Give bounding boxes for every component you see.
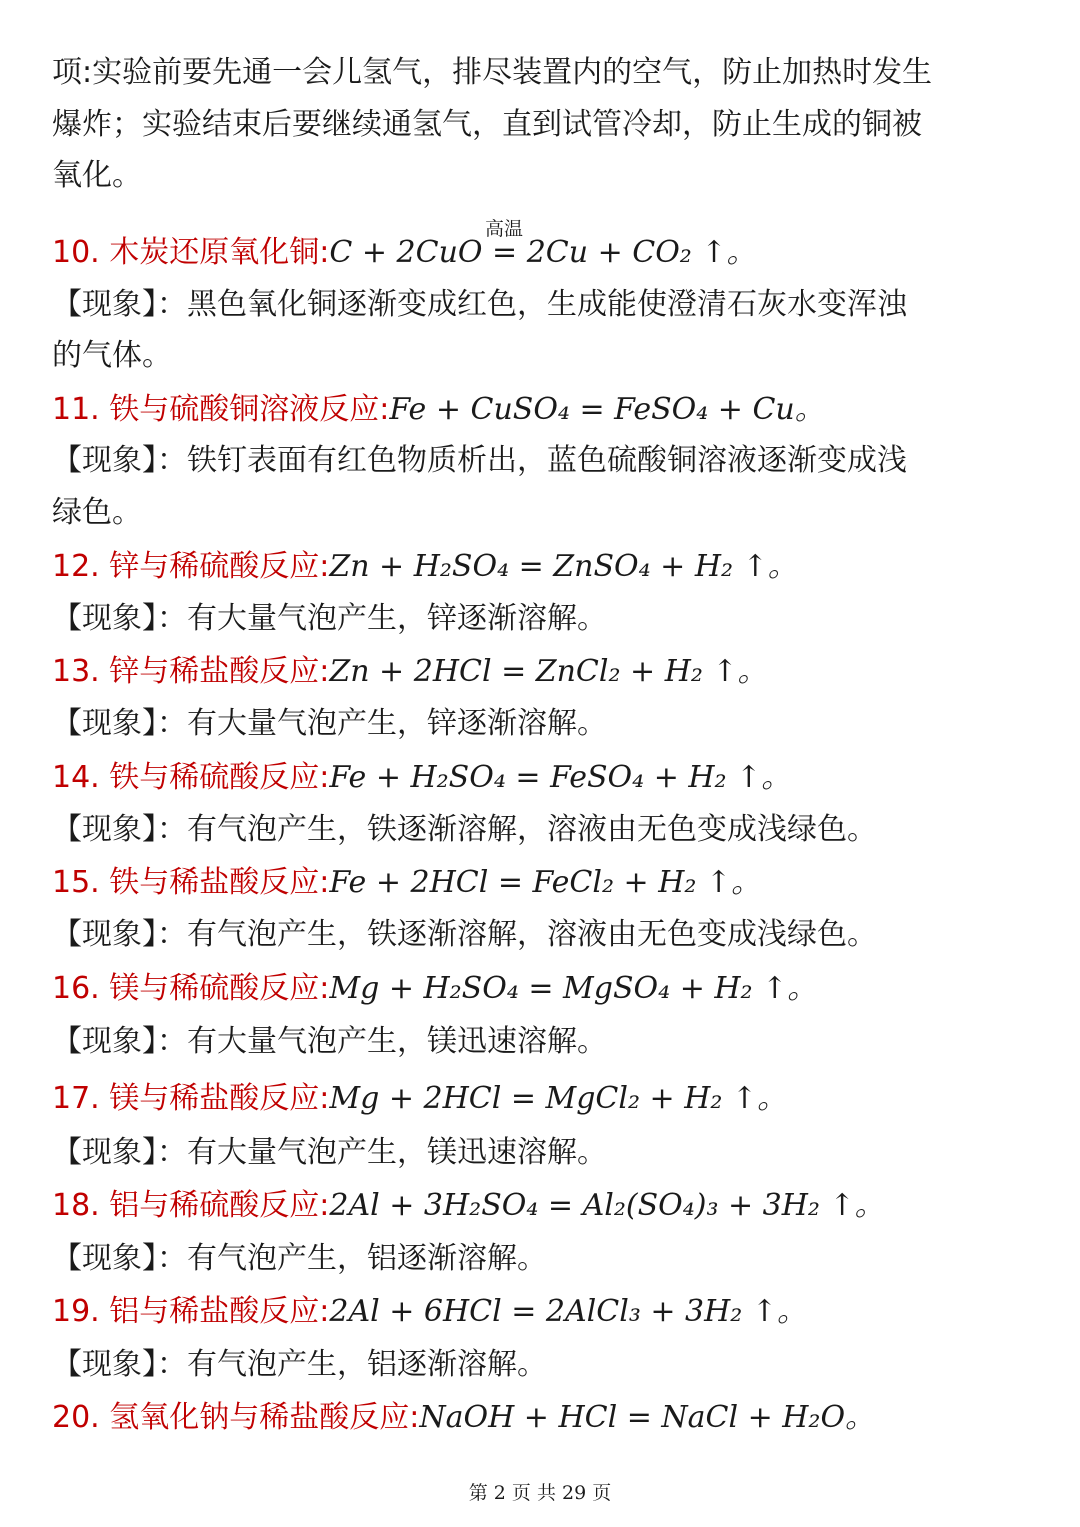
reaction-title <box>52 1081 788 1116</box>
chemical-equation: C + 2CuO = 2Cu + CO₂ ↑。 <box>329 235 757 270</box>
reaction-title <box>52 1294 808 1329</box>
reaction-heading: 18. 铝与稀硫酸反应: <box>52 1188 330 1223</box>
phenomenon-line: 【现象】：有气泡产生，铝逐渐溶解。 <box>52 1241 547 1276</box>
phenomenon-line: 绿色。 <box>52 495 142 530</box>
reaction-heading: 14. 铁与稀硫酸反应: <box>52 760 330 795</box>
reaction-condition: 高温 <box>485 218 524 240</box>
phenomenon-line: 【现象】：有大量气泡产生，锌逐渐溶解。 <box>52 706 607 741</box>
reaction-heading: 13. 锌与稀盐酸反应: <box>52 654 330 689</box>
chemical-equation: Zn + H₂SO₄ = ZnSO₄ + H₂ ↑。 <box>329 549 798 584</box>
reaction-title <box>52 392 825 427</box>
phenomenon-line: 的气体。 <box>52 338 172 373</box>
reaction-heading: 15. 铁与稀盐酸反应: <box>52 865 330 900</box>
phenomenon-line: 【现象】：有大量气泡产生，镁迅速溶解。 <box>52 1135 607 1170</box>
phenomenon-line: 【现象】：黑色氧化铜逐渐变成红色，生成能使澄清石灰水变浑浊 <box>52 287 907 322</box>
phenomenon-line: 【现象】：有大量气泡产生，锌逐渐溶解。 <box>52 601 607 636</box>
chemical-equation: Mg + 2HCl = MgCl₂ + H₂ ↑。 <box>329 1081 788 1116</box>
chemical-equation: Fe + H₂SO₄ = FeSO₄ + H₂ ↑。 <box>329 760 792 795</box>
reaction-title <box>52 1400 876 1435</box>
reaction-title <box>52 865 762 900</box>
chemical-equation: 2Al + 6HCl = 2AlCl₃ + 3H₂ ↑。 <box>329 1294 808 1329</box>
chemical-equation: NaOH + HCl = NaCl + H₂O。 <box>419 1400 876 1435</box>
reaction-heading: 20. 氢氧化钠与稀盐酸反应: <box>52 1400 420 1435</box>
phenomenon-line: 【现象】：有气泡产生，铁逐渐溶解，溶液由无色变成浅绿色。 <box>52 812 877 847</box>
chemical-equation: Mg + H₂SO₄ = MgSO₄ + H₂ ↑。 <box>329 971 818 1006</box>
reaction-title <box>52 971 818 1006</box>
reaction-title <box>52 654 768 689</box>
phenomenon-line: 【现象】：有气泡产生，铁逐渐溶解，溶液由无色变成浅绿色。 <box>52 917 877 952</box>
chemical-equation: Fe + CuSO₄ = FeSO₄ + Cu。 <box>389 392 825 427</box>
reaction-heading: 11. 铁与硫酸铜溶液反应: <box>52 392 390 427</box>
reaction-title <box>52 1188 885 1223</box>
reaction-title <box>52 235 757 270</box>
reaction-title <box>52 549 798 584</box>
chemical-equation: Fe + 2HCl = FeCl₂ + H₂ ↑。 <box>329 865 762 900</box>
phenomenon-line: 【现象】：有大量气泡产生，镁迅速溶解。 <box>52 1024 607 1059</box>
intro-line: 项:实验前要先通一会儿氢气，排尽装置内的空气，防止加热时发生 <box>52 55 933 90</box>
reaction-heading: 19. 铝与稀盐酸反应: <box>52 1294 330 1329</box>
reaction-heading: 10. 木炭还原氧化铜: <box>52 235 330 270</box>
intro-line: 氧化。 <box>52 158 142 193</box>
reaction-heading: 12. 锌与稀硫酸反应: <box>52 549 330 584</box>
reaction-heading: 17. 镁与稀盐酸反应: <box>52 1081 330 1116</box>
reaction-heading: 16. 镁与稀硫酸反应: <box>52 971 330 1006</box>
chemical-equation: 2Al + 3H₂SO₄ = Al₂(SO₄)₃ + 3H₂ ↑。 <box>329 1188 885 1223</box>
intro-line: 爆炸；实验结束后要继续通氢气，直到试管冷却，防止生成的铜被 <box>52 107 922 142</box>
page-number-footer: 第 2 页 共 29 页 <box>468 1482 612 1504</box>
phenomenon-line: 【现象】：铁钉表面有红色物质析出，蓝色硫酸铜溶液逐渐变成浅 <box>52 443 907 478</box>
chemical-equation: Zn + 2HCl = ZnCl₂ + H₂ ↑。 <box>329 654 768 689</box>
reaction-title <box>52 760 792 795</box>
phenomenon-line: 【现象】：有气泡产生，铝逐渐溶解。 <box>52 1347 547 1382</box>
